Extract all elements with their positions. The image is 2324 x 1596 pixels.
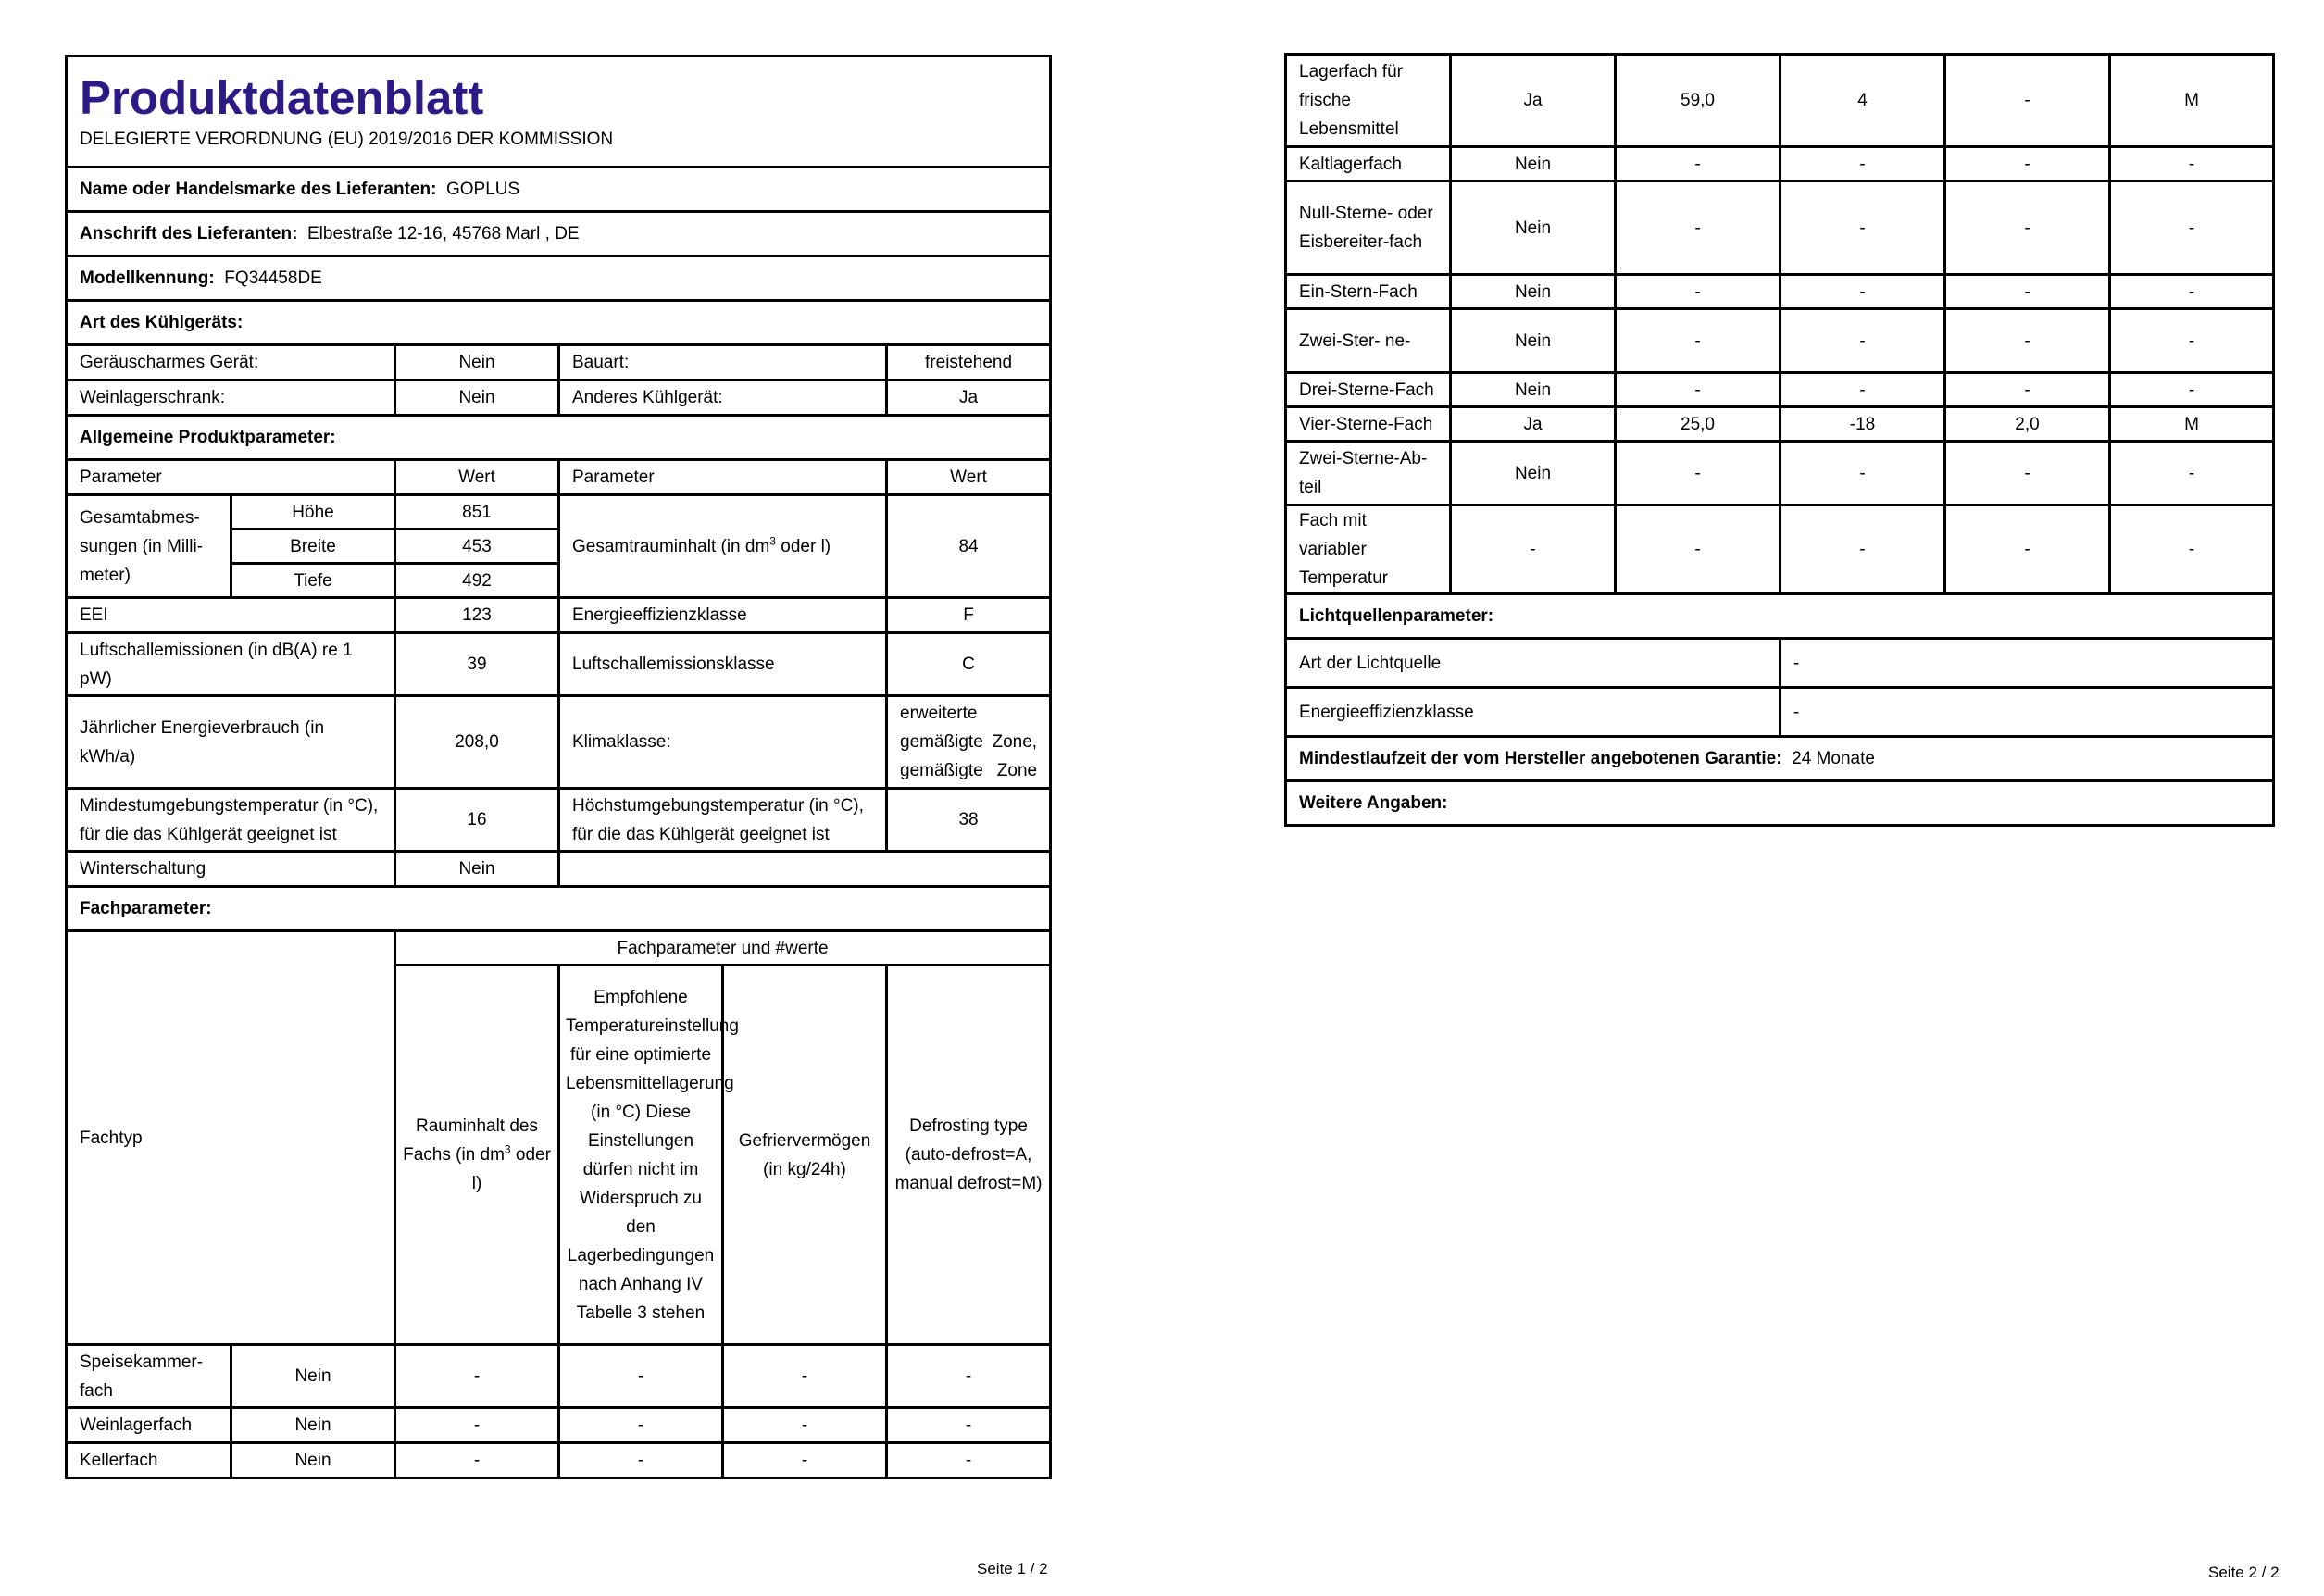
eei-label: EEI bbox=[67, 598, 395, 633]
compartment-defrost: - bbox=[2110, 505, 2274, 594]
param-header-left: Parameter bbox=[67, 460, 395, 495]
compartment-present: Nein bbox=[1451, 181, 1616, 275]
light-class-label: Energieeffizienzklasse bbox=[1286, 688, 1780, 737]
model-label: Modellkennung: bbox=[80, 268, 215, 288]
total-volume-label-sup: 3 bbox=[769, 534, 776, 548]
wine-cabinet-value: Nein bbox=[395, 380, 559, 416]
compartment-freeze: - bbox=[1945, 147, 2110, 181]
light-class-value: - bbox=[1780, 688, 2274, 737]
total-volume-label-pre: Gesamtrauminhalt (in dm bbox=[572, 536, 770, 556]
page-title: Produktdatenblatt bbox=[80, 70, 484, 124]
compartment-name: Weinlagerfach bbox=[67, 1408, 231, 1443]
value-header-right: Wert bbox=[887, 460, 1051, 495]
supplier-address-row bbox=[67, 212, 1051, 256]
low-noise-label: Geräuscharmes Gerät: bbox=[67, 345, 395, 380]
compartment-name: Zwei-Ster- ne- bbox=[1286, 309, 1451, 373]
noise-label: Luftschallemissionen (in dB(A) re 1 pW) bbox=[67, 633, 395, 696]
compartment-temp: - bbox=[1780, 309, 1945, 373]
datasheet-table-page-2 bbox=[1284, 53, 2275, 827]
table-row bbox=[1286, 181, 2274, 275]
compartment-type-label: Fachtyp bbox=[67, 931, 395, 1345]
compartment-volume: - bbox=[1616, 275, 1780, 309]
regulation-subtitle: DELEGIERTE VERORDNUNG (EU) 2019/2016 DER KOMMISSION bbox=[80, 129, 614, 149]
eei-value: 123 bbox=[395, 598, 559, 633]
winter-switch-value: Nein bbox=[395, 852, 559, 887]
compartment-defrost: - bbox=[2110, 275, 2274, 309]
page-number-2: Seite 2 / 2 bbox=[2208, 1564, 2280, 1581]
table-row bbox=[67, 1408, 1051, 1443]
compartment-temp: - bbox=[1780, 147, 1945, 181]
light-type-value: - bbox=[1780, 639, 2274, 688]
col-defrost-header: Defrosting type (auto-defrost=A, manual defrost=M) bbox=[887, 966, 1051, 1345]
compartment-name: Kaltlagerfach bbox=[1286, 147, 1451, 181]
compartment-defrost: - bbox=[2110, 147, 2274, 181]
compartment-temp: - bbox=[1780, 442, 1945, 505]
compartment-name: Speisekammer-fach bbox=[67, 1345, 231, 1408]
empty-cell bbox=[559, 852, 1051, 887]
compartment-present: Nein bbox=[1451, 275, 1616, 309]
supplier-name-value: GOPLUS bbox=[445, 180, 520, 199]
table-row bbox=[1286, 55, 2274, 147]
compartment-params-header: Fachparameter: bbox=[67, 887, 1051, 931]
model-value: FQ34458DE bbox=[224, 268, 322, 288]
warranty-row bbox=[1286, 737, 2274, 781]
dimensions-label: Gesamtabmes-sungen (in Milli-meter) bbox=[67, 495, 231, 598]
col-volume-post: oder l) bbox=[471, 1145, 551, 1193]
max-temp-value: 38 bbox=[887, 789, 1051, 852]
noise-value: 39 bbox=[395, 633, 559, 696]
compartment-freeze: - bbox=[1945, 55, 2110, 147]
page-number-1: Seite 1 / 2 bbox=[977, 1560, 1048, 1577]
supplier-address-value: Elbestraße 12-16, 45768 Marl , DE bbox=[307, 224, 580, 243]
compartment-temp: - bbox=[559, 1345, 723, 1408]
light-type-label: Art der Lichtquelle bbox=[1286, 639, 1780, 688]
compartment-present: Nein bbox=[1451, 442, 1616, 505]
warranty-value: 24 Monate bbox=[1792, 749, 1875, 768]
compartment-freeze: - bbox=[723, 1345, 887, 1408]
datasheet-page-1 bbox=[65, 55, 1052, 1479]
compartment-defrost: - bbox=[887, 1345, 1051, 1408]
width-label: Breite bbox=[231, 530, 395, 564]
table-row bbox=[67, 1443, 1051, 1478]
param-header-right: Parameter bbox=[559, 460, 887, 495]
compartment-temp: - bbox=[1780, 275, 1945, 309]
compartment-defrost: - bbox=[2110, 373, 2274, 407]
total-volume-label-post: oder l) bbox=[775, 536, 831, 556]
compartment-freeze: - bbox=[1945, 309, 2110, 373]
supplier-name-label: Name oder Handelsmarke des Lieferanten: bbox=[80, 180, 437, 199]
compartment-defrost: - bbox=[887, 1443, 1051, 1478]
supplier-address-label: Anschrift des Lieferanten: bbox=[80, 224, 298, 243]
compartment-present: Ja bbox=[1451, 55, 1616, 147]
compartment-name: Lagerfach für frische Lebensmittel bbox=[1286, 55, 1451, 147]
col-volume-sup: 3 bbox=[504, 1142, 511, 1156]
total-volume-label bbox=[559, 495, 887, 598]
compartment-volume: - bbox=[395, 1443, 559, 1478]
compartment-volume: 59,0 bbox=[1616, 55, 1780, 147]
min-temp-value: 16 bbox=[395, 789, 559, 852]
compartment-defrost: - bbox=[2110, 309, 2274, 373]
low-noise-value: Nein bbox=[395, 345, 559, 380]
table-row bbox=[1286, 407, 2274, 442]
compartment-defrost: - bbox=[887, 1408, 1051, 1443]
compartment-defrost: - bbox=[2110, 442, 2274, 505]
table-row bbox=[1286, 275, 2274, 309]
compartment-volume: - bbox=[1616, 505, 1780, 594]
model-row bbox=[67, 256, 1051, 301]
compartment-volume: 25,0 bbox=[1616, 407, 1780, 442]
compartment-temp: - bbox=[559, 1408, 723, 1443]
compartment-freeze: - bbox=[1945, 373, 2110, 407]
compartment-freeze: - bbox=[1945, 505, 2110, 594]
depth-value: 492 bbox=[395, 564, 559, 598]
compartment-volume: - bbox=[1616, 147, 1780, 181]
climate-class-label: Klimaklasse: bbox=[559, 696, 887, 789]
col-volume-pre: Rauminhalt des Fachs (in dm bbox=[403, 1116, 539, 1165]
compartment-volume: - bbox=[1616, 442, 1780, 505]
winter-switch-label: Winterschaltung bbox=[67, 852, 395, 887]
compartment-freeze: - bbox=[1945, 275, 2110, 309]
compartment-defrost: M bbox=[2110, 55, 2274, 147]
supplier-name-row bbox=[67, 168, 1051, 212]
compartment-volume: - bbox=[1616, 181, 1780, 275]
min-temp-label: Mindestumgebungstemperatur (in °C), für die das Kühlgerät geeignet ist bbox=[67, 789, 395, 852]
light-source-header: Lichtquellenparameter: bbox=[1286, 594, 2274, 639]
compartment-present: Nein bbox=[1451, 309, 1616, 373]
width-value: 453 bbox=[395, 530, 559, 564]
compartment-freeze: - bbox=[723, 1408, 887, 1443]
datasheet-table-page-1 bbox=[65, 55, 1052, 1479]
design-label: Bauart: bbox=[559, 345, 887, 380]
value-header-left: Wert bbox=[395, 460, 559, 495]
compartment-present: Nein bbox=[231, 1408, 395, 1443]
annual-consumption-label: Jährlicher Energieverbrauch (in kWh/a) bbox=[67, 696, 395, 789]
col-temp-header: Empfohlene Temperatureinstellung für eine optimierte Lebensmittellagerung (in °C) Diese Einstellungen dürfen nicht im Widerspruch zu den Lagerbedingungen nach Anhang IV Tabelle 3 stehen bbox=[559, 966, 723, 1345]
datasheet-page-2 bbox=[1284, 53, 2272, 827]
table-row bbox=[1286, 442, 2274, 505]
compartment-temp: - bbox=[1780, 505, 1945, 594]
compartment-freeze: - bbox=[1945, 442, 2110, 505]
compartment-present: Nein bbox=[231, 1345, 395, 1408]
title-cell bbox=[67, 56, 1051, 168]
energy-class-value: F bbox=[887, 598, 1051, 633]
compartment-temp: - bbox=[1780, 373, 1945, 407]
depth-label: Tiefe bbox=[231, 564, 395, 598]
total-volume-value: 84 bbox=[887, 495, 1051, 598]
compartment-freeze: - bbox=[723, 1443, 887, 1478]
noise-class-value: C bbox=[887, 633, 1051, 696]
noise-class-label: Luftschallemissionsklasse bbox=[559, 633, 887, 696]
table-row bbox=[1286, 373, 2274, 407]
compartment-temp: 4 bbox=[1780, 55, 1945, 147]
other-device-value: Ja bbox=[887, 380, 1051, 416]
table-row bbox=[1286, 505, 2274, 594]
compartment-name: Kellerfach bbox=[67, 1443, 231, 1478]
compartment-present: Ja bbox=[1451, 407, 1616, 442]
compartment-volume: - bbox=[395, 1408, 559, 1443]
annual-consumption-value: 208,0 bbox=[395, 696, 559, 789]
compartment-temp: - bbox=[1780, 181, 1945, 275]
compartment-defrost: - bbox=[2110, 181, 2274, 275]
compartment-name: Drei-Sterne-Fach bbox=[1286, 373, 1451, 407]
warranty-label: Mindestlaufzeit der vom Hersteller angebotenen Garantie: bbox=[1299, 749, 1782, 768]
energy-class-label: Energieeffizienzklasse bbox=[559, 598, 887, 633]
climate-class-value: erweiterte gemäßigte Zone, gemäßigte Zone bbox=[887, 696, 1051, 789]
compartment-freeze: 2,0 bbox=[1945, 407, 2110, 442]
compartment-temp: -18 bbox=[1780, 407, 1945, 442]
compartment-present: Nein bbox=[1451, 373, 1616, 407]
compartment-present: - bbox=[1451, 505, 1616, 594]
height-value: 851 bbox=[395, 495, 559, 530]
compartment-volume: - bbox=[395, 1345, 559, 1408]
more-info-label: Weitere Angaben: bbox=[1286, 781, 2274, 826]
compartment-present: Nein bbox=[231, 1443, 395, 1478]
compartment-temp: - bbox=[559, 1443, 723, 1478]
other-device-label: Anderes Kühlgerät: bbox=[559, 380, 887, 416]
col-freeze-header: Gefriervermögen (in kg/24h) bbox=[723, 966, 887, 1345]
wine-cabinet-label: Weinlagerschrank: bbox=[67, 380, 395, 416]
compartment-volume: - bbox=[1616, 309, 1780, 373]
compartment-volume: - bbox=[1616, 373, 1780, 407]
table-row bbox=[1286, 147, 2274, 181]
max-temp-label: Höchstumgebungstemperatur (in °C), für die das Kühlgerät geeignet ist bbox=[559, 789, 887, 852]
table-row bbox=[1286, 309, 2274, 373]
design-value: freistehend bbox=[887, 345, 1051, 380]
compartment-name: Fach mit variabler Temperatur bbox=[1286, 505, 1451, 594]
compartment-name: Ein-Stern-Fach bbox=[1286, 275, 1451, 309]
device-type-header: Art des Kühlgeräts: bbox=[67, 301, 1051, 345]
compartment-name: Vier-Sterne-Fach bbox=[1286, 407, 1451, 442]
compartment-freeze: - bbox=[1945, 181, 2110, 275]
general-params-header: Allgemeine Produktparameter: bbox=[67, 416, 1051, 460]
compartment-group-header: Fachparameter und #werte bbox=[395, 931, 1051, 966]
compartment-defrost: M bbox=[2110, 407, 2274, 442]
height-label: Höhe bbox=[231, 495, 395, 530]
compartment-present: Nein bbox=[1451, 147, 1616, 181]
compartment-name: Null-Sterne- oder Eisbereiter-fach bbox=[1286, 181, 1451, 275]
compartment-name: Zwei-Sterne-Ab- teil bbox=[1286, 442, 1451, 505]
col-volume-header bbox=[395, 966, 559, 1345]
table-row bbox=[67, 1345, 1051, 1408]
